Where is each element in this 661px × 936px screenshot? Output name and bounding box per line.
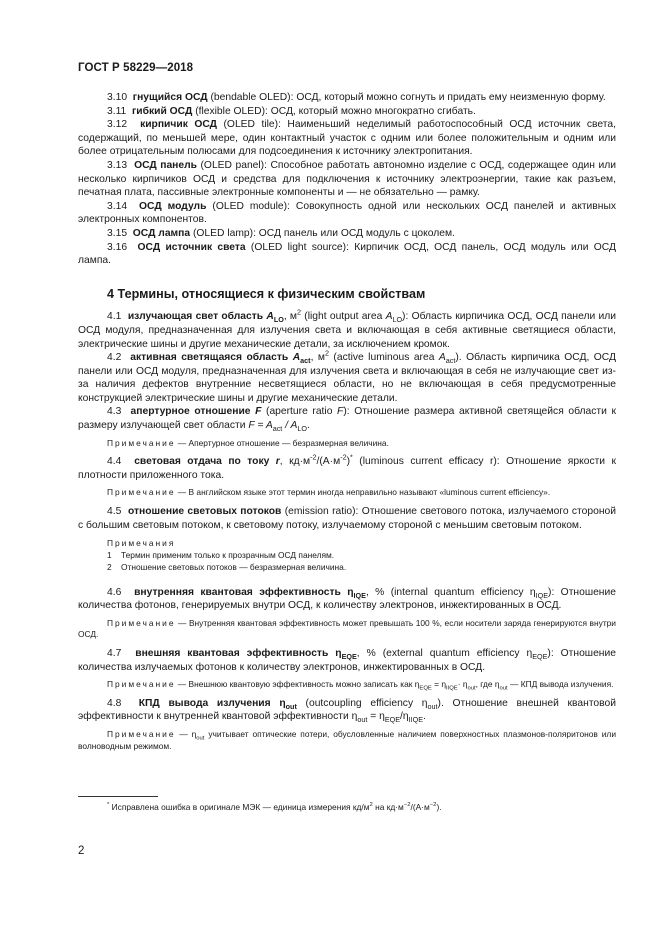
footnote-divider: [78, 796, 158, 797]
footnote: * Исправлена ошибка в оригинале МЭК — единица измерения $кд/м^2$ на $кд\cdot м^{-2}/(А\cdot м^{-2})$.: [107, 802, 442, 812]
term-3-13: [78, 159, 616, 200]
term-number: 3.14: [107, 200, 128, 212]
term-3-15: [78, 227, 616, 241]
term-3-14: [78, 200, 616, 227]
term-3-10: [78, 91, 616, 105]
term-name: ОСД модуль: [139, 200, 207, 212]
terms-list-3: [78, 91, 616, 268]
term-number: 3.13: [107, 159, 128, 171]
term-name: гибкий ОСД: [132, 105, 193, 117]
term-3-11: [78, 105, 616, 119]
page-body: [78, 91, 616, 758]
term-number: 3.11: [107, 105, 127, 117]
term-definition: (OLED light source): Кирпичик ОСД, ОСД панель, ОСД модуль или ОСД лампа.: [78, 241, 616, 267]
term-4-2: 4.2 активная светящаяся область $A_{act}$, $м^2$ (active luminous area $A_{act}$). Область кирпичика ОСД, ОСД панели или ОСД модуля, предназначенная для излучения света и включающая в себя не излучающие свет из-за наличия дефектов внутренние несветящиеся области, но не включающая в себя предусмотренные конструкцией электрические шины и другие механические детали.: [78, 348, 616, 404]
term-number: 3.15: [107, 227, 128, 239]
term-definition: (OLED tile): Наименьший неделимый работоспособный ОСД источник света, содержащий, по меньшей мере, один контактный участок с одним или более положительным и одним или более отрицательным полюсами для подсоединения к источнику электропитания.: [78, 119, 616, 158]
term-3-16: [78, 241, 616, 268]
term-definition: (OLED lamp): ОСД панель или ОСД модуль с цоколем.: [190, 227, 455, 239]
term-definition: (flexible OLED): ОСД, который можно многократно сгибать.: [192, 105, 476, 117]
term-4-5: 4.5 отношение световых потоков (emission ratio): Отношение светового потока, излучаемого стороной с большим световым потоком, к световому потоку, излучаемому стороной с меньшим световым потоком.: [78, 506, 616, 531]
term-definition: (OLED panel): Способное работать автономно изделие с ОСД, содержащее один или несколько кирпичиков ОСД и средства для подключения к источнику электроэнергии, такие как разъем, печатная плата, пассивные электронные компоненты и — не обязательно — рамку.: [78, 159, 616, 199]
term-number: 3.12: [107, 119, 128, 131]
term-name: ОСД лампа: [132, 227, 191, 239]
document-code: ГОСТ Р 58229—2018: [78, 62, 194, 74]
term-number: 3.10: [107, 92, 128, 103]
term-3-12: [78, 118, 616, 159]
term-4-3: 4.3 апертурное отношение F (aperture ratio F): Отношение размера активной светящейся области к размеру излучающей свет области $F = A_{act} / A_{LO}$.: [78, 406, 616, 434]
note-4-8: Примечание — $\eta_{out}$ учитывает оптические потери, обусловленные наличием поверхностных плазмонов-поляритонов или волноводным режимом.: [78, 728, 616, 751]
notes-4-5: [107, 538, 616, 573]
term-4-4: 4.4 световая отдача по току r, $кд\cdot м^{-2}/(А\cdot м^{-2})^*$ (luminous current efficacy r): Отношение яркости к плотности приложенного тока.: [78, 452, 616, 481]
note-item: 2 Отношение световых потоков — безразмерная величина.: [107, 561, 347, 572]
term-4-1: 4.1 излучающая свет область $A_{LO}$, $м^2$ (light output area $A_{LO}$): Область кирпичика ОСД, ОСД панели или ОСД модуля, предназначенная для излучения света и включающая в себя активные светящиеся области, электрические шины и другие механические детали, за исключением кромок.: [78, 307, 616, 350]
term-4-7: 4.7 внешняя квантовая эффективность $\eta_{EQE}$, % (external quantum efficiency $\eta_{EQE}$): Отношение количества излучаемых фотонов к количеству электронов, инжектированных в ОСД.: [78, 647, 616, 673]
page-number: 2: [78, 845, 85, 857]
term-number: 3.16: [107, 241, 128, 253]
note-4-4: Примечание — В английском языке этот термин иногда неправильно называют «luminous current efficiency».: [107, 487, 551, 498]
term-name: ОСД панель: [134, 159, 197, 171]
term-name: ОСД источник света: [137, 241, 246, 253]
section-heading: 4 Термины, относящиеся к физическим свойствам: [107, 286, 426, 301]
notes-label: Примечания: [107, 538, 176, 549]
term-definition: (OLED module): Совокупность одной или нескольких ОСД панелей и активных электронных компонентов.: [78, 200, 616, 226]
term-name: кирпичик ОСД: [140, 119, 217, 131]
note-item: 1 Термин применим только к прозрачным ОСД панелям.: [107, 550, 335, 561]
note-4-3: Примечание — Апертурное отношение — безразмерная величина.: [107, 437, 389, 448]
term-4-6: 4.6 внутренняя квантовая эффективность $\eta_{IQE}$, % (internal quantum efficiency $\eta_{IQE}$): Отношение количества фотонов, генерируемых внутри ОСД, к количеству электронов, инжектированных в ОСД.: [78, 586, 616, 612]
term-name: гнущийся ОСД: [132, 92, 208, 103]
term-definition: (bendable OLED): ОСД, который можно согнуть и придать ему неизменную форму.: [207, 92, 606, 103]
term-4-8: 4.8 КПД вывода излучения $\eta_{out}$ (outcoupling efficiency $\eta_{out}$). Отношение внешней квантовой эффективности к внутренней квантовой эффективности $\eta_{out} = \eta_{EQE}/\eta_{IIQE}$.: [78, 697, 616, 725]
note-4-6: Примечание — Внутренняя квантовая эффективность может превышать 100 %, если носители заряда генерируются внутри ОСД.: [78, 617, 616, 640]
note-4-7: Примечание — Внешнюю квантовую эффективность можно записать как $\eta_{EQE} = \eta_{IIQE}\cdot \eta_{out}$, где $\eta_{out}$ — КПД вывода излучения.: [107, 679, 614, 692]
